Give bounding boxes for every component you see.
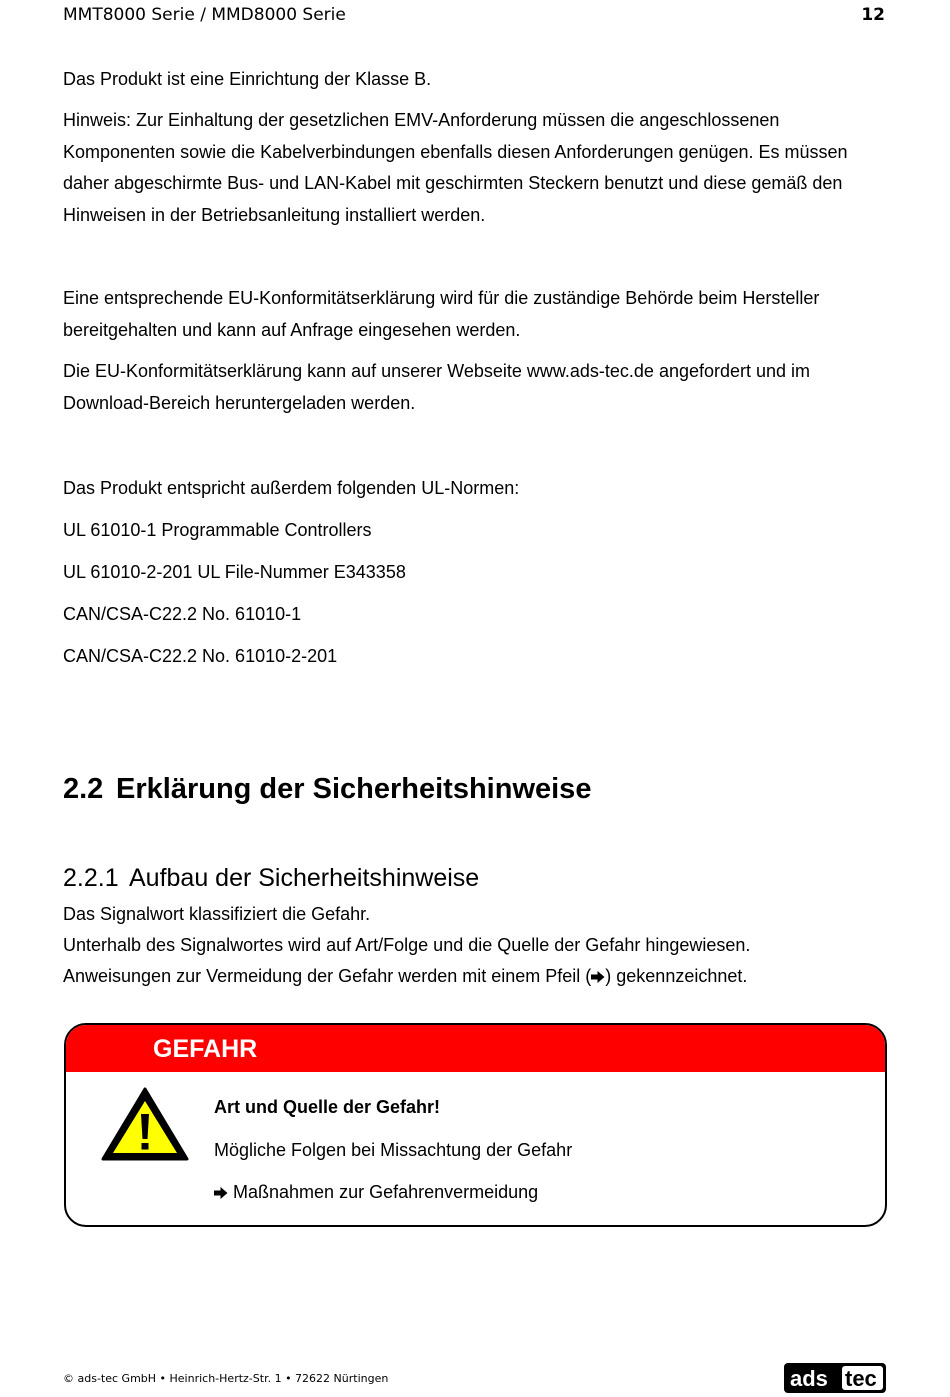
ul-norm-item: CAN/CSA-C22.2 No. 61010-1 <box>63 604 302 624</box>
svg-text:ads: ads <box>790 1366 828 1391</box>
arrow-instruction-before: Anweisungen zur Vermeidung der Gefahr werden mit einem Pfeil ( <box>63 966 592 986</box>
class-b-paragraph: Das Produkt ist eine Einrichtung der Klasse B. <box>63 69 432 89</box>
ul-intro: Das Produkt entspricht außerdem folgenden UL-Normen: <box>63 478 520 498</box>
page-number: 12 <box>861 5 885 25</box>
ul-norm-item: CAN/CSA-C22.2 No. 61010-2-201 <box>63 646 338 666</box>
danger-heading: Art und Quelle der Gefahr! <box>214 1097 441 1117</box>
emv-note-paragraph: Hinweis: Zur Einhaltung der gesetzlichen EMV-Anforderung müssen die angeschlossenen Komponenten sowie die Kabelverbindungen ebenfalls diesen Anforderungen genügen. Es müssen daher abgeschirmte Bus- und LAN-Kabel mit geschirmten Steckern benutzt und diese gemäß den Hinweisen in der Betriebsanleitung installiert werden. <box>63 110 848 225</box>
ads-tec-logo <box>784 1363 886 1393</box>
subsection-title: Aufbau der Sicherheitshinweise <box>129 864 480 892</box>
section-title: Erklärung der Sicherheitshinweise <box>116 773 592 805</box>
eu-declaration-paragraph: Eine entsprechende EU-Konformitätserklärung wird für die zuständige Behörde beim Hersteller bereitgehalten und kann auf Anfrage eingesehen werden. <box>63 288 820 340</box>
ul-norm-item: UL 61010-2-201 UL File-Nummer E343358 <box>63 562 406 582</box>
danger-consequences: Mögliche Folgen bei Missachtung der Gefahr <box>214 1140 573 1160</box>
hazard-source-line: Unterhalb des Signalwortes wird auf Art/Folge und die Quelle der Gefahr hingewiesen. <box>63 935 751 955</box>
signal-word-line: Das Signalwort klassifiziert die Gefahr. <box>63 904 371 924</box>
danger-measures-line <box>214 1182 538 1203</box>
section-heading <box>63 773 591 806</box>
ul-norm-item: UL 61010-1 Programmable Controllers <box>63 520 372 540</box>
warning-triangle-icon <box>101 1087 189 1161</box>
footer-address: © ads-tec GmbH • Heinrich-Hertz-Str. 1 • 72622 Nürtingen <box>63 1372 389 1385</box>
arrow-instruction-line <box>63 961 893 993</box>
danger-header-bar <box>66 1025 885 1072</box>
section-number: 2.2 <box>63 773 104 805</box>
arrow-right-icon <box>214 1187 228 1199</box>
danger-notice-box <box>64 1023 887 1227</box>
arrow-instruction-after: ) gekennzeichnet. <box>605 966 748 986</box>
eu-download-paragraph: Die EU-Konformitätserklärung kann auf unserer Webseite www.ads-tec.de angefordert und im Download-Bereich heruntergeladen werden. <box>63 361 811 413</box>
running-header-title: MMT8000 Serie / MMD8000 Serie <box>63 5 346 25</box>
arrow-right-icon <box>591 971 605 983</box>
danger-signal-word: GEFAHR <box>153 1035 258 1063</box>
subsection-heading <box>63 864 479 893</box>
subsection-number: 2.2.1 <box>63 864 119 892</box>
svg-text:tec: tec <box>845 1366 877 1391</box>
danger-measures: Maßnahmen zur Gefahrenvermeidung <box>233 1182 539 1202</box>
